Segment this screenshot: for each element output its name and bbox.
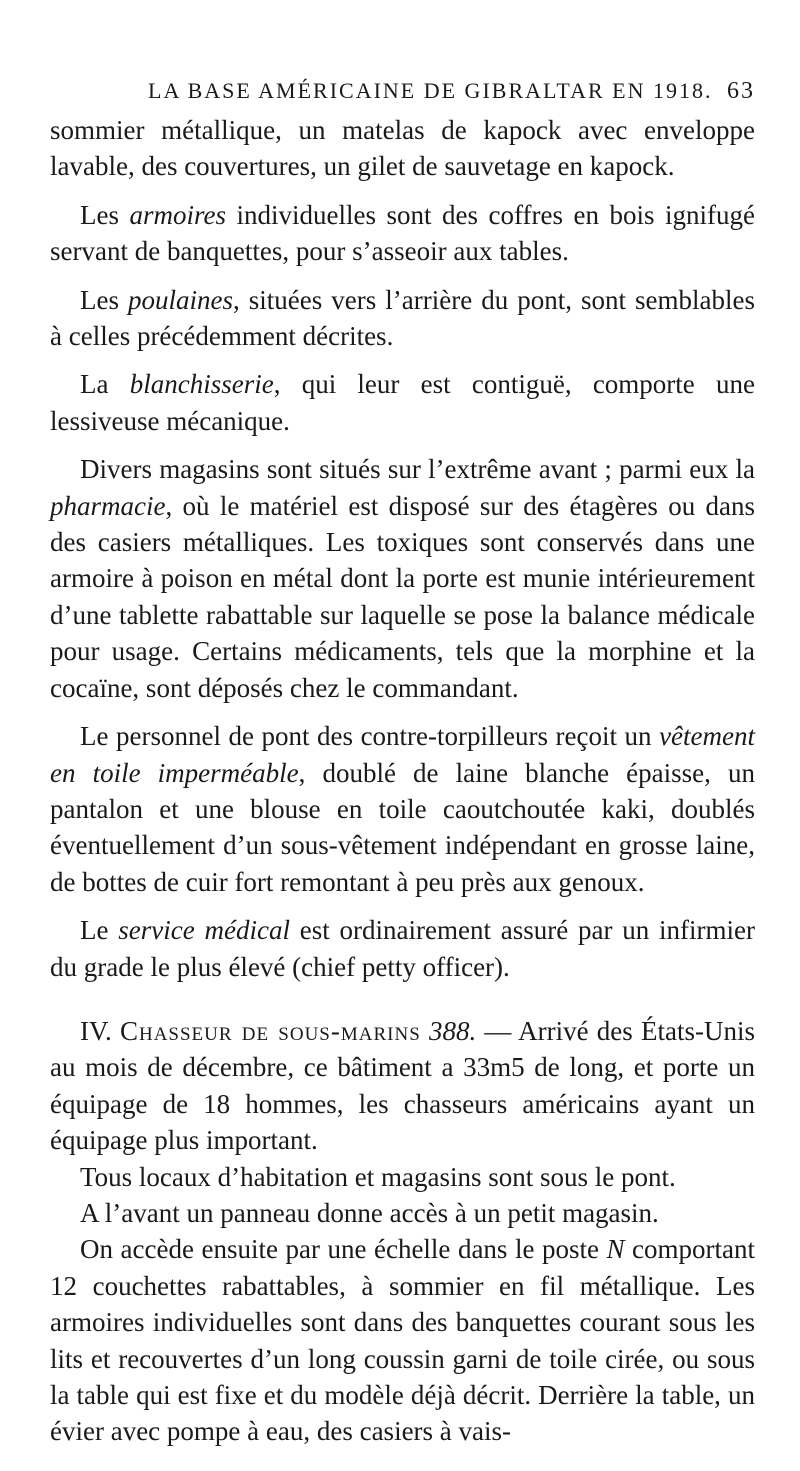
- section-iv: [50, 1013, 755, 1450]
- paragraph: [50, 912, 755, 985]
- text-run: , doublé de laine blanche épaisse, un pantalon et une blouse en toile caoutchoutée kaki, doublés éventuellement d’un sous-vêtement indépendant en grosse laine, de bottes de cuir fort remontant à peu près aux genoux.: [50, 757, 755, 897]
- text-run: On accède ensuite par une échelle dans le poste: [80, 1234, 607, 1265]
- section-dash: —: [476, 1015, 519, 1046]
- text-run: , situées vers l’arrière du pont, sont semblables à celles précédemment décrites.: [50, 284, 756, 352]
- section-first-paragraph: [50, 1013, 755, 1159]
- text-run: Le: [80, 915, 119, 946]
- running-head: [50, 72, 755, 112]
- text-run: comportant 12 couchettes rabattables, à sommier en fil métallique. Les armoires individuelles sont dans des banquettes courant sous les lits et recouvertes d’un long coussin garni de toile cirée, ou sous la table qui est fixe et du modèle déjà décrit. Derrière la table, un évier avec pompe à eau, des casiers à vais-: [50, 1234, 756, 1447]
- paragraph: [50, 1195, 755, 1231]
- section-number: 388.: [420, 1015, 477, 1046]
- text-run: , qui leur est contiguë, comporte une lessiveuse mécanique.: [50, 369, 755, 436]
- text-run: individuelles sont des coffres en bois ignifugé servant de banquettes, pour s’asseoir aux tables.: [50, 199, 755, 267]
- italic-term: poulaines: [128, 284, 234, 315]
- italic-term: vêtement en toile imperméable: [50, 721, 755, 788]
- page-number: 63: [727, 78, 755, 104]
- text-run: Le personnel de pont des contre-torpilleurs reçoit un: [80, 721, 660, 752]
- paragraph: [50, 197, 755, 270]
- italic-term: blanchisserie: [129, 369, 274, 400]
- text-run: Tous locaux d’habitation et magasins sont sous le pont.: [80, 1161, 676, 1192]
- paragraph: [50, 366, 755, 439]
- text-run: est ordinairement assuré par un infirmier du grade le plus élevé (chief petty officer).: [50, 915, 755, 982]
- body-text: [50, 112, 755, 1450]
- italic-term: armoires: [129, 199, 227, 230]
- text-run: Les: [80, 284, 129, 315]
- book-page: [50, 72, 755, 1450]
- text-run: sommier métallique, un matelas de kapock avec enveloppe lavable, des couvertures, un gilet de sauvetage en kapock.: [50, 115, 755, 182]
- italic-term: N: [606, 1234, 625, 1265]
- paragraph: [50, 1231, 755, 1449]
- text-run: A l’avant un panneau donne accès à un petit magasin.: [80, 1197, 659, 1228]
- text-run: Les: [80, 199, 130, 230]
- paragraph: [50, 112, 755, 185]
- text-run: Arrivé des États-Unis au mois de décembre, ce bâtiment a 33m5 de long, et porte un équipage de 18 hommes, les chasseurs américains ayant un équipage plus important.: [50, 1015, 755, 1156]
- text-run: , où le matériel est disposé sur des étagères ou dans des casiers métalliques. Les toxiques sont conservés dans une armoire à poison en métal dont la porte est munie intérieurement d’une tablette rabattable sur laquelle se pose la balance médicale pour usage. Certains médicaments, tels que la morphine et la cocaïne, sont déposés chez le commandant.: [50, 490, 755, 703]
- paragraph: [50, 282, 755, 355]
- italic-term: service médical: [118, 915, 290, 946]
- paragraph: [50, 1159, 755, 1195]
- italic-term: pharmacie: [50, 490, 166, 521]
- running-head-title: LA BASE AMÉRICAINE DE GIBRALTAR EN 1918.: [148, 78, 713, 103]
- paragraph: [50, 451, 755, 706]
- section-heading: Chasseur de sous-marins: [119, 1015, 421, 1046]
- text-run: Divers magasins sont situés sur l’extrême avant ; parmi eux la: [80, 454, 755, 485]
- text-run: La: [80, 369, 130, 400]
- paragraph: [50, 718, 755, 900]
- section-numeral: IV.: [80, 1015, 120, 1046]
